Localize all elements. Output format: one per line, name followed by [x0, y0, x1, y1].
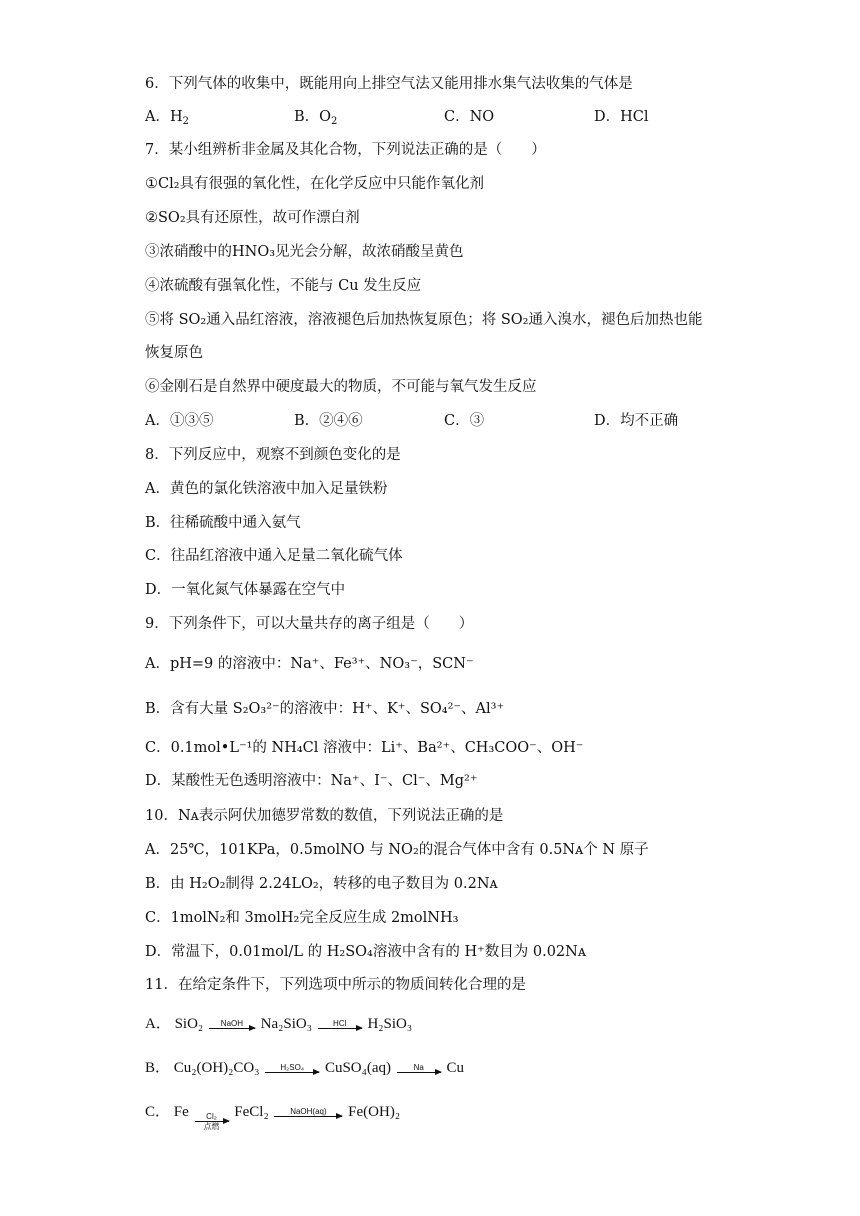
q11-b-reagent-1: H₂SO₄ [280, 1063, 305, 1072]
reaction-arrow-icon [195, 1112, 229, 1131]
q8-option-c: C．往品红溶液中通入足量二氧化硫气体 [145, 548, 403, 564]
q7-option-c: C．③ [444, 413, 485, 429]
q11-option-c [145, 1102, 400, 1131]
q7-statement-6: ⑥金刚石是自然界中硬度最大的物质，不可能与氧气发生反应 [145, 379, 537, 395]
q6-option-b: B．$O_2$ [294, 109, 338, 127]
q11-b-substance-2: CuSO₄(aq) [324, 1060, 392, 1076]
q7-statement-4: ④浓硫酸有强氧化性，不能与 Cu 发生反应 [145, 278, 422, 294]
q9-option-c: C．0.1mol•L⁻¹的 NH₄Cl 溶液中：Li⁺、Ba²⁺、CH₃COO⁻、OH⁻ [145, 740, 584, 756]
q7-statement-5: ⑤将 SO₂通入品红溶液，溶液褪色后加热恢复原色；将 SO₂通入溴水，褪色后加热也能 [145, 312, 703, 328]
q8-option-b: B．往稀硫酸中通入氨气 [145, 515, 301, 531]
q11-option-b [145, 1058, 464, 1078]
q7-statement-5-cont: 恢复原色 [145, 345, 203, 361]
q10-stem: 10．Nᴀ表示阿伏加德罗常数的数值，下列说法正确的是 [145, 808, 504, 824]
q7-option-d: D．均不正确 [594, 413, 679, 429]
q6-option-d: D．HCl [594, 109, 649, 125]
reaction-arrow-icon [318, 1019, 362, 1029]
q8-stem: 8．下列反应中，观察不到颜色变化的是 [145, 447, 401, 463]
reaction-arrow-icon [274, 1107, 342, 1117]
q8-option-d: D．一氧化氮气体暴露在空气中 [145, 582, 346, 598]
q10-option-d: D．常温下，0.01mol/L 的 H₂SO₄溶液中含有的 H⁺数目为 0.02Nᴀ [145, 944, 587, 960]
q9-stem: 9．下列条件下，可以大量共存的离子组是（ ） [145, 616, 474, 632]
q10-option-c: C．1molN₂和 3molH₂完全反应生成 2molNH₃ [145, 910, 459, 926]
q7-stem: 7．某小组辨析非金属及其化合物，下列说法正确的是（ ） [145, 142, 546, 158]
q11-c-reagent-1: Cl₂ [206, 1112, 217, 1121]
q7-option-b: B．②④⑥ [294, 413, 363, 429]
q11-c-substance-3: Fe(OH)₂ [348, 1104, 401, 1120]
q9-option-d: D．某酸性无色透明溶液中：Na⁺、I⁻、Cl⁻、Mg²⁺ [145, 773, 478, 789]
q11-c-reagent-2: NaOH(aq) [290, 1107, 327, 1116]
q11-a-substance-3: H₂SiO₃ [367, 1016, 413, 1032]
q11-b-label: B． [145, 1060, 171, 1076]
q6-option-a: A．$H_2$ [145, 109, 189, 127]
q9-option-b: B．含有大量 S₂O₃²⁻的溶液中：H⁺、K⁺、SO₄²⁻、Al³⁺ [145, 701, 505, 717]
reaction-arrow-icon [209, 1019, 255, 1029]
q11-a-substance-1: SiO₂ [174, 1016, 204, 1032]
q11-a-label: A． [145, 1016, 171, 1032]
reaction-arrow-icon [397, 1063, 441, 1073]
q6-stem: 6．下列气体的收集中，既能用向上排空气法又能用排水集气法收集的气体是 [145, 76, 633, 92]
q11-c-label: C． [145, 1104, 171, 1120]
q7-statement-1: ①Cl₂具有很强的氧化性，在化学反应中只能作氧化剂 [145, 176, 485, 192]
q7-option-a: A．①③⑤ [145, 413, 214, 429]
q11-option-a [145, 1014, 412, 1034]
reaction-arrow-icon [265, 1063, 319, 1073]
q11-b-substance-1: Cu₂(OH)₂CO₃ [173, 1060, 260, 1076]
q7-statement-2: ②SO₂具有还原性，故可作漂白剂 [145, 210, 360, 226]
q11-a-reagent-2: HCl [333, 1019, 347, 1028]
q11-stem: 11．在给定条件下，下列选项中所示的物质间转化合理的是 [145, 977, 526, 993]
q11-c-substance-1: Fe [173, 1104, 189, 1120]
q10-option-a: A．25℃，101KPa，0.5molNO 与 NO₂的混合气体中含有 0.5Nᴀ个 N 原子 [145, 842, 649, 858]
q8-option-a: A．黄色的氯化铁溶液中加入足量铁粉 [145, 481, 388, 497]
q10-option-b: B．由 H₂O₂制得 2.24LO₂，转移的电子数目为 0.2Nᴀ [145, 876, 498, 892]
q6-option-c: C．NO [444, 109, 495, 125]
q9-option-a: A．pH=9 的溶液中：Na⁺、Fe³⁺、NO₃⁻，SCN⁻ [145, 656, 474, 672]
q11-a-substance-2: Na₂SiO₃ [260, 1016, 312, 1032]
q11-b-substance-3: Cu [446, 1060, 465, 1076]
q11-b-reagent-2: Na [413, 1063, 424, 1072]
q7-statement-3: ③浓硝酸中的HNO₃见光会分解，故浓硝酸呈黄色 [145, 244, 464, 260]
q11-c-substance-2: FeCl₂ [234, 1104, 269, 1120]
q11-a-reagent-1: NaOH [220, 1019, 244, 1028]
q11-c-condition: 点燃 [203, 1122, 220, 1131]
